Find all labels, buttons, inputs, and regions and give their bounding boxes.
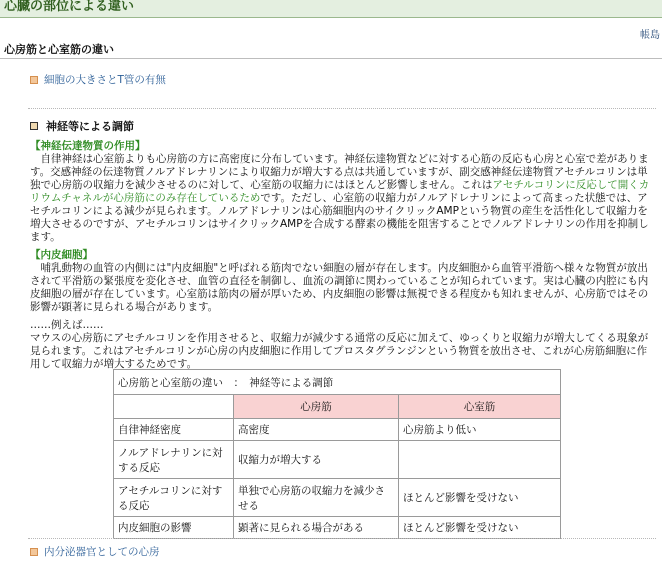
article-body — [30, 140, 654, 371]
table-header-row — [114, 395, 561, 419]
bullet-square-icon — [30, 548, 38, 556]
nav-link-endocrine-row[interactable] — [30, 544, 160, 559]
endo-paragraph: 哺乳動物の血管の内側には"内皮細胞"と呼ばれる筋肉でない細胞の層が存在します。内皮細胞から血管平滑筋へ様々な物質が放出されて平滑筋の緊張度を変化させ、血管の直径を制御し、血流の調節に関わっていることが知られています。実は心臓の内腔にも内皮細胞の層が存在しています。心室筋は筋肉の層が厚いため、内皮細胞の影響は無視できる程度かも知れませんが、心房筋ではその影響が顕著に見られる場合があります。 — [30, 262, 649, 313]
example-paragraph: マウスの心房筋にアセチルコリンを作用させると、収縮力が減少する通常の反応に加えて、ゆっくりと収縮力が増大してくる現象が見られます。これはアセチルコリンが心房の内皮細胞に作用してプロスタグランジンという物質を放出させ、これが心房筋細胞に作用して収縮力が増大するためです。 — [30, 332, 649, 370]
row-label: アセチルコリンに対する反応 — [114, 479, 234, 517]
cell-ventricle: 心房筋より低い — [399, 419, 561, 441]
page-header-bar — [0, 0, 662, 18]
dotted-divider — [28, 108, 656, 109]
cell-atrium: 顕著に見られる場合がある — [234, 517, 399, 539]
section-title: 心房筋と心室筋の違い — [4, 43, 114, 56]
table-row — [114, 479, 561, 517]
comparison-table — [113, 369, 561, 539]
nav-link-endocrine[interactable]: 内分泌器官としての心房 — [44, 546, 160, 558]
author-name: 帳島 — [640, 30, 660, 41]
dotted-divider — [28, 538, 656, 539]
table-caption-row — [114, 370, 561, 395]
subsection-heading — [30, 118, 134, 134]
neuro-highlight: アセチルコリンに反応して開くカリウムチャネルが心房筋にのみ存在しているため — [30, 179, 650, 204]
neuro-heading: 【神経伝達物質の作用】 — [30, 140, 146, 152]
col-header-ventricle: 心室筋 — [399, 395, 561, 419]
col-header-atrium: 心房筋 — [234, 395, 399, 419]
cell-atrium: 単独で心房筋の収縮力を減少させる — [234, 479, 399, 517]
cell-atrium: 高密度 — [234, 419, 399, 441]
table-row — [114, 441, 561, 479]
nav-link-cell-size-row[interactable] — [30, 72, 166, 87]
endo-heading: 【内皮細胞】 — [30, 249, 93, 261]
row-label: 内皮細胞の影響 — [114, 517, 234, 539]
cell-ventricle: ほとんど影響を受けない — [399, 479, 561, 517]
cell-ventricle — [399, 441, 561, 479]
neuro-text-1: 自律神経は心室筋よりも心房筋の方に高密度に分布しています。神経伝達物質などに対する心筋の反応も心房と心室で差があります。交感神経の伝達物質ノルアドレナリンにより収縮力が増大する点は共通していますが、副交感神経伝達物質アセチルコリンは単独で心房筋の収縮力を減少させるのに対して、心室筋の収縮力にはほとんど影響しません。これは — [30, 153, 649, 191]
subsection-title: 神経等による調節 — [46, 120, 134, 133]
neuro-paragraph — [30, 153, 654, 244]
table-caption: 心房筋と心室筋の違い ： 神経等による調節 — [114, 370, 561, 395]
section-square-icon — [30, 122, 38, 130]
table-corner — [114, 395, 234, 419]
page-title: 心臓の部位による違い — [4, 0, 135, 14]
table-row — [114, 419, 561, 441]
neuro-text-2: です。ただし、心室筋の収縮力がノルアドレナリンによって高まった状態では、アセチルコリンによる減少が見られます。ノルアドレナリンは心筋細胞内のサイクリックAMPという物質の産生を活性化して収縮力を増大させるのですが、アセチルコリンはサイクリックAMPを合成する酵素の機能を阻害することでノルアドレナリンの作用を抑制します。 — [30, 192, 649, 243]
bullet-square-icon — [30, 76, 38, 84]
table-row — [114, 517, 561, 539]
cell-ventricle: ほとんど影響を受けない — [399, 517, 561, 539]
row-label: ノルアドレナリンに対する反応 — [114, 441, 234, 479]
row-label: 自律神経密度 — [114, 419, 234, 441]
header-divider — [0, 58, 662, 59]
cell-atrium: 収縮力が増大する — [234, 441, 399, 479]
example-label: ……例えば…… — [30, 319, 104, 331]
nav-link-cell-size[interactable]: 細胞の大きさとT管の有無 — [44, 74, 166, 86]
